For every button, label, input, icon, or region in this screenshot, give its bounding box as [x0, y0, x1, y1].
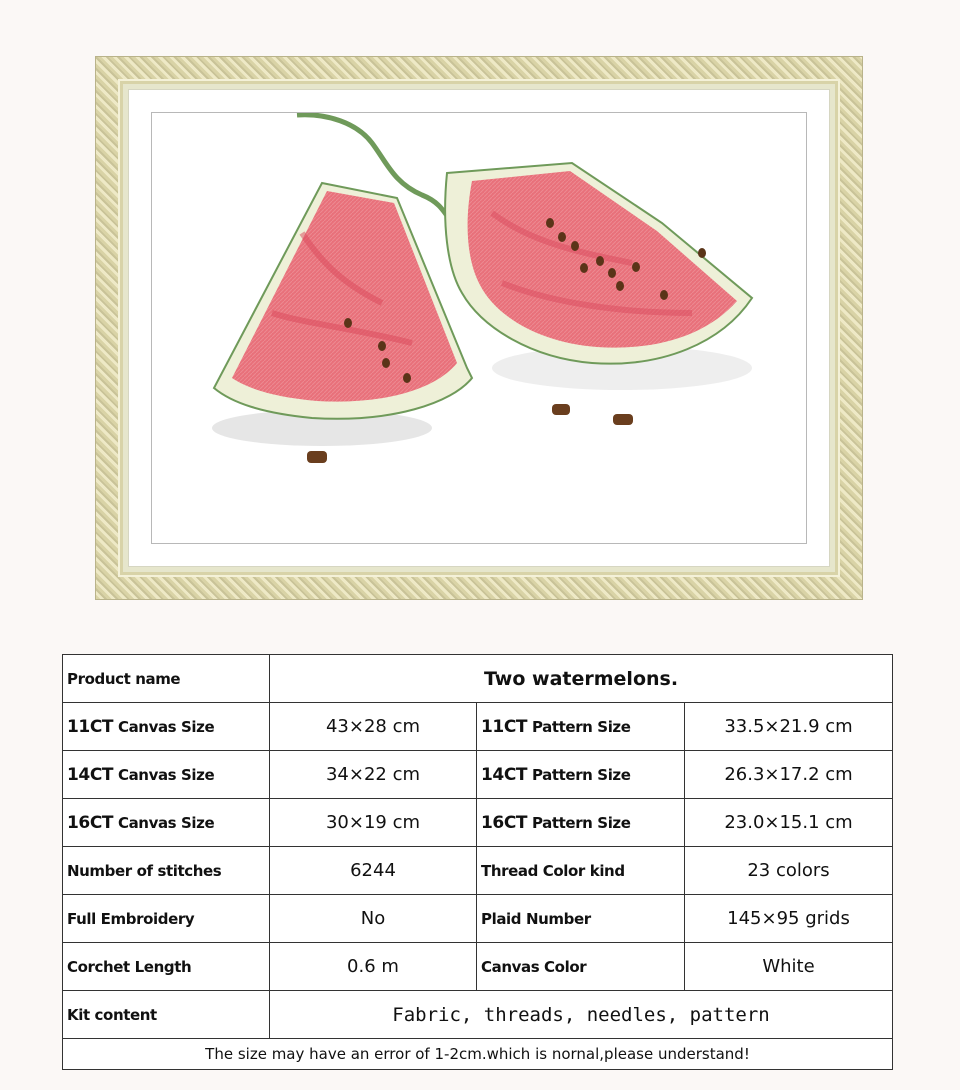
table-row	[63, 943, 893, 991]
pattern-size-label	[477, 703, 685, 751]
thread-color-value: 23 colors	[685, 847, 893, 895]
count-label: 11CT	[481, 716, 528, 737]
pattern-size-value: 26.3×17.2 cm	[685, 751, 893, 799]
size-label-text: Pattern Size	[527, 717, 631, 736]
size-label-text: Pattern Size	[527, 813, 631, 832]
table-row	[63, 895, 893, 943]
canvas-size-label	[63, 703, 270, 751]
count-label: 16CT	[481, 812, 528, 833]
canvas-color-label: Canvas Color	[477, 943, 685, 991]
pattern-size-value: 23.0×15.1 cm	[685, 799, 893, 847]
kit-content-label: Kit content	[63, 991, 270, 1039]
size-label-text: Canvas Size	[113, 765, 215, 784]
plaid-number-value: 145×95 grids	[685, 895, 893, 943]
loose-seed-icon	[552, 404, 570, 415]
picture-mat	[128, 89, 830, 567]
size-label-text: Canvas Size	[113, 813, 215, 832]
product-name-value: Two watermelons.	[270, 655, 893, 703]
canvas-color-value: White	[685, 943, 893, 991]
plaid-number-label: Plaid Number	[477, 895, 685, 943]
product-name-label: Product name	[63, 655, 270, 703]
full-embroidery-value: No	[270, 895, 477, 943]
table-row	[63, 655, 893, 703]
crochet-length-label: Corchet Length	[63, 943, 270, 991]
picture-frame	[95, 56, 863, 600]
artwork-area	[151, 112, 807, 544]
full-embroidery-label: Full Embroidery	[63, 895, 270, 943]
table-row	[63, 799, 893, 847]
canvas-size-value: 43×28 cm	[270, 703, 477, 751]
frame-inner-border	[118, 79, 840, 577]
pattern-size-label	[477, 799, 685, 847]
canvas-size-value: 30×19 cm	[270, 799, 477, 847]
count-label: 14CT	[481, 764, 528, 785]
count-label: 11CT	[67, 716, 114, 737]
thread-color-label: Thread Color kind	[477, 847, 685, 895]
table-row	[63, 751, 893, 799]
stitches-value: 6244	[270, 847, 477, 895]
pattern-size-label	[477, 751, 685, 799]
size-label-text: Canvas Size	[113, 717, 215, 736]
size-error-note: The size may have an error of 1-2cm.which is nornal,please understand!	[63, 1039, 893, 1070]
canvas-size-label	[63, 799, 270, 847]
watermelon-artwork	[152, 113, 780, 515]
count-label: 14CT	[67, 764, 114, 785]
canvas-size-label	[63, 751, 270, 799]
kit-content-value: Fabric, threads, needles, pattern	[270, 991, 893, 1039]
size-label-text: Pattern Size	[527, 765, 631, 784]
loose-seed-icon	[613, 414, 633, 425]
pattern-size-value: 33.5×21.9 cm	[685, 703, 893, 751]
count-label: 16CT	[67, 812, 114, 833]
table-row	[63, 703, 893, 751]
table-row	[63, 847, 893, 895]
product-spec-table	[62, 654, 893, 1070]
stitches-label: Number of stitches	[63, 847, 270, 895]
table-row	[63, 991, 893, 1039]
table-row	[63, 1039, 893, 1070]
canvas-size-value: 34×22 cm	[270, 751, 477, 799]
crochet-length-value: 0.6 m	[270, 943, 477, 991]
loose-seed-icon	[307, 451, 327, 463]
